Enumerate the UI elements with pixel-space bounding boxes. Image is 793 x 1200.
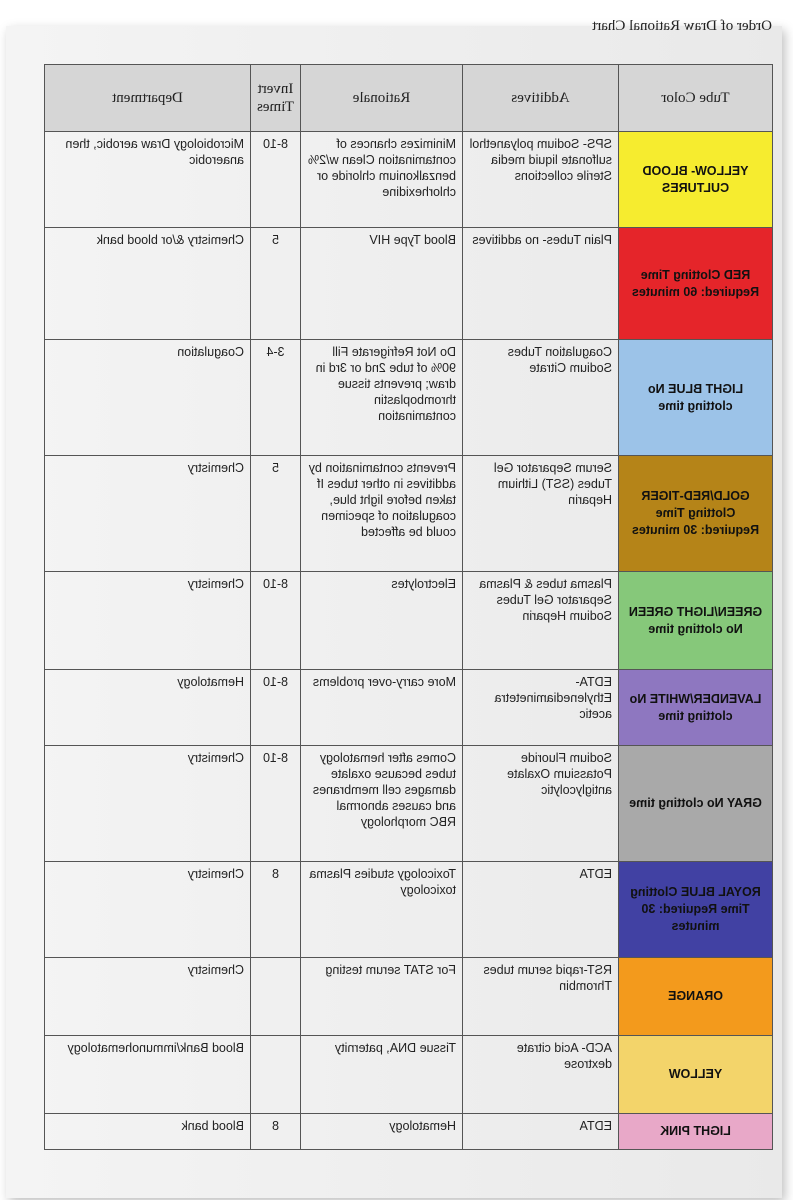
- rationale-cell: Minimizes chances of contamination Clean w/2% benzalkonium chloride or chlorhexidine: [301, 132, 463, 228]
- header-invert-times: Invert Times: [251, 65, 301, 132]
- header-row: [45, 65, 773, 132]
- table-row: [45, 132, 773, 228]
- rationale-cell: For STAT serum testing: [301, 958, 463, 1036]
- invert-times-cell: 8: [251, 1114, 301, 1150]
- invert-times-cell: 8-10: [251, 572, 301, 670]
- additives-cell: Serum Separator Gel Tubes (SST) Lithium Heparin: [463, 456, 619, 572]
- invert-times-cell: 5: [251, 228, 301, 340]
- additives-cell: Sodium Fluoride Potassium Oxalate antiglycolytic: [463, 746, 619, 862]
- tube-color-cell: YELLOW: [619, 1036, 773, 1114]
- additives-cell: Plain Tubes- no additives: [463, 228, 619, 340]
- department-cell: Chemistry: [45, 958, 251, 1036]
- table-row: [45, 572, 773, 670]
- invert-times-cell: 5: [251, 456, 301, 572]
- additives-cell: ACD- Acid citrate dextrose: [463, 1036, 619, 1114]
- table-row: [45, 1114, 773, 1150]
- table-row: [45, 1036, 773, 1114]
- header-department: Department: [45, 65, 251, 132]
- rationale-cell: Comes after hematology tubes because oxalate damages cell membranes and causes abnormal RBC morphology: [301, 746, 463, 862]
- rationale-cell: Electrolytes: [301, 572, 463, 670]
- additives-cell: RST-rapid serum tubes Thrombin: [463, 958, 619, 1036]
- additives-cell: EDTA- Ethylenediaminetetra acetic: [463, 670, 619, 746]
- table-row: [45, 670, 773, 746]
- table-row: [45, 340, 773, 456]
- additives-cell: SPS- Sodium polyanethol sulfonate liquid media Sterile collections: [463, 132, 619, 228]
- rationale-cell: Toxicology studies Plasma toxicology: [301, 862, 463, 958]
- rationale-cell: Blood Type HIV: [301, 228, 463, 340]
- invert-times-cell: 3-4: [251, 340, 301, 456]
- tube-color-cell: LIGHT PINK: [619, 1114, 773, 1150]
- rationale-cell: Prevents contamination by additives in other tubes If taken before light blue, coagulation of specimen could be affected: [301, 456, 463, 572]
- tube-color-cell: GREEN/LIGHT GREEN No clotting time: [619, 572, 773, 670]
- invert-times-cell: 8-10: [251, 670, 301, 746]
- table-row: [45, 456, 773, 572]
- tube-color-cell: ROYAL BLUE Clotting Time Required: 30 minutes: [619, 862, 773, 958]
- table-row: [45, 958, 773, 1036]
- rationale-cell: Hematology: [301, 1114, 463, 1150]
- tube-color-cell: LAVENDER/WHITE No clotting time: [619, 670, 773, 746]
- additives-cell: Plasma tubes & Plasma Separator Gel Tubes Sodium Heparin: [463, 572, 619, 670]
- additives-cell: EDTA: [463, 1114, 619, 1150]
- chart-title: Order of Draw Rational Chart: [592, 18, 772, 34]
- invert-times-cell: 8-10: [251, 132, 301, 228]
- tube-color-cell: GOLD/RED-TIGER Clotting Time Required: 30 minutes: [619, 456, 773, 572]
- department-cell: Hematology: [45, 670, 251, 746]
- additives-cell: EDTA: [463, 862, 619, 958]
- header-tube-color: Tube Color: [619, 65, 773, 132]
- table-row: [45, 228, 773, 340]
- department-cell: Chemistry: [45, 456, 251, 572]
- order-of-draw-table: [44, 64, 773, 1150]
- rationale-cell: More carry-over problems: [301, 670, 463, 746]
- invert-times-cell: 8-10: [251, 746, 301, 862]
- department-cell: Chemistry: [45, 862, 251, 958]
- invert-times-cell: [251, 1036, 301, 1114]
- department-cell: Blood bank: [45, 1114, 251, 1150]
- tube-color-cell: GRAY No clotting time: [619, 746, 773, 862]
- tube-color-cell: ORANGE: [619, 958, 773, 1036]
- rationale-cell: Do Not Refrigerate Fill 90% of tube 2nd or 3rd in draw; prevents tissue thromboplastin contamination: [301, 340, 463, 456]
- department-cell: Chemistry: [45, 572, 251, 670]
- additives-cell: Coagulation Tubes Sodium Citrate: [463, 340, 619, 456]
- department-cell: Chemistry &/or blood bank: [45, 228, 251, 340]
- table-row: [45, 746, 773, 862]
- invert-times-cell: [251, 958, 301, 1036]
- header-additives: Additives: [463, 65, 619, 132]
- department-cell: Chemistry: [45, 746, 251, 862]
- table-row: [45, 862, 773, 958]
- tube-color-cell: LIGHT BLUE No clotting time: [619, 340, 773, 456]
- tube-color-cell: YELLOW- BLOOD CULTURES: [619, 132, 773, 228]
- department-cell: Coagulation: [45, 340, 251, 456]
- department-cell: Microbiology Draw aerobic, then anaerobic: [45, 132, 251, 228]
- tube-color-cell: RED Clotting Time Required: 60 minutes: [619, 228, 773, 340]
- invert-times-cell: 8: [251, 862, 301, 958]
- rationale-cell: Tissue DNA, paternity: [301, 1036, 463, 1114]
- header-rationale: Rationale: [301, 65, 463, 132]
- department-cell: Blood Bank/immunohematology: [45, 1036, 251, 1114]
